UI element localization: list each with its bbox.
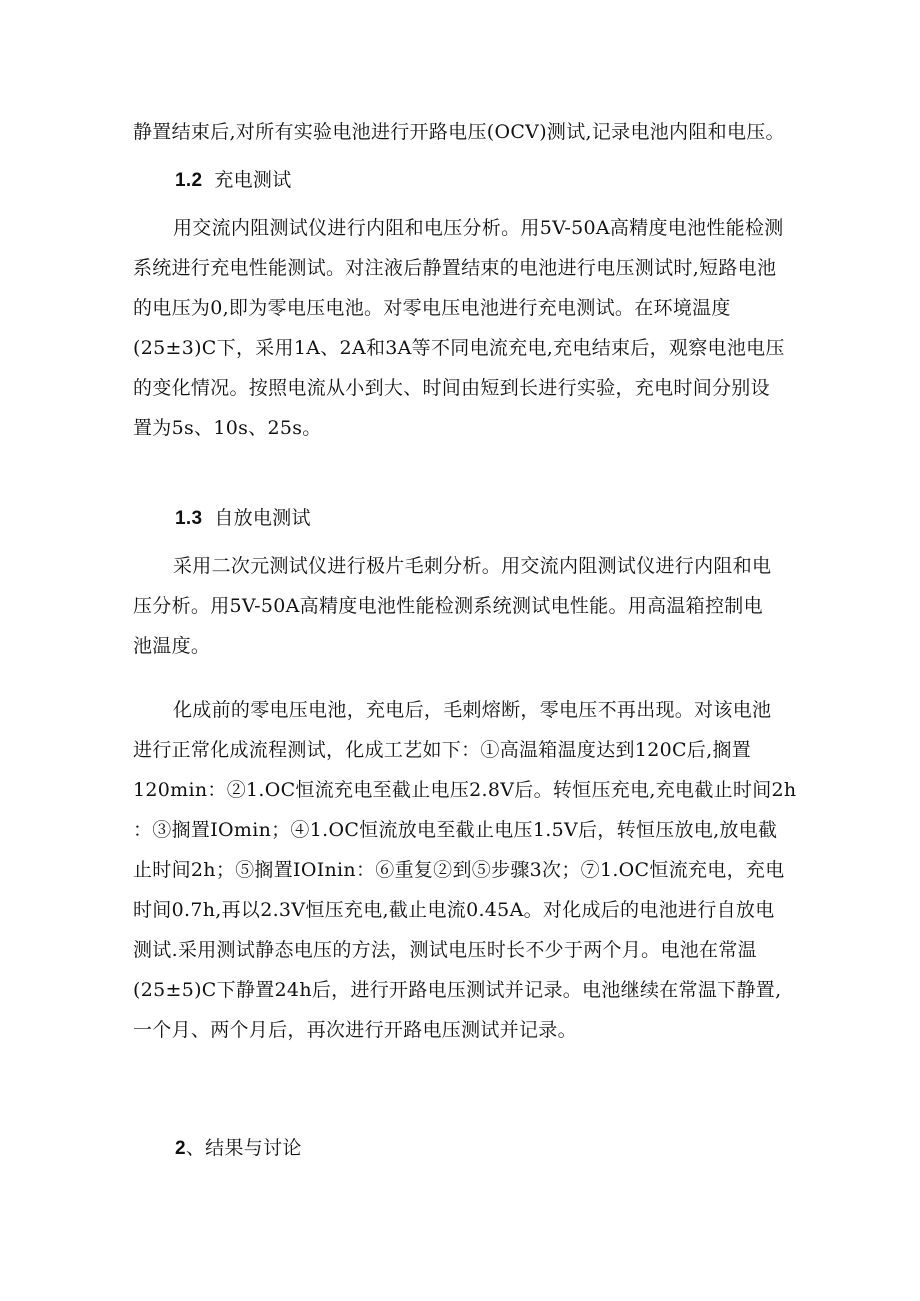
text-line: 化成前的零电压电池，充电后，毛刺熔断，零电压不再出现。对该电池 xyxy=(173,699,772,721)
text-line: 一个月、两个月后，再次进行开路电压测试并记录。 xyxy=(133,1019,577,1041)
section-heading-1-3 xyxy=(175,498,845,539)
text-line: 时间0.7h,再以2.3V恒压充电,截止电流0.45A。对化成后的电池进行自放电 xyxy=(133,899,775,921)
text-line: (25±3)C下，采用1A、2A和3A等不同电流充电,充电结束后，观察电池电压 xyxy=(133,337,785,359)
text-line: ：③搁置IOmin；④1.OC恒流放电至截止电压1.5V后，转恒压放电,放电截 xyxy=(133,819,778,841)
intro-paragraph xyxy=(133,112,803,152)
text-line: 系统进行充电性能测试。对注液后静置结束的电池进行电压测试时,短路电池 xyxy=(133,257,777,279)
text-line: 压分析。用5V-50Α高精度电池性能检测系统测试电性能。用高温箱控制电 xyxy=(133,595,763,617)
section-number: 2 xyxy=(175,1138,186,1159)
text-line: 的变化情况。按照电流从小到大、时间由短到长进行实验，充电时间分别设 xyxy=(133,377,770,399)
text-line: 池温度。 xyxy=(133,635,211,657)
text-line: 采用二次元测试仪进行极片毛刺分析。用交流内阻测试仪进行内阻和电 xyxy=(173,555,772,577)
section-title: 充电测试 xyxy=(214,169,292,191)
text-line: 置为5s、10s、25s。 xyxy=(133,417,322,439)
text-line: 120min：②1.OC恒流充电至截止电压2.8V后。转恒压充电,充电截止时间2h xyxy=(133,779,797,801)
charging-test-paragraph xyxy=(133,208,803,448)
self-discharge-paragraph-1 xyxy=(133,546,803,666)
self-discharge-paragraph-2 xyxy=(133,690,803,1050)
text-line: 的电压为0,即为零电压电池。对零电压电池进行充电测试。在环境温度 xyxy=(133,297,731,319)
text-line: 静置结束后,对所有实验电池进行开路电压(OCV)测试,记录电池内阻和电压。 xyxy=(133,121,785,143)
section-title: 自放电测试 xyxy=(214,507,311,529)
section-number: 1.2 xyxy=(175,170,203,191)
text-line: 测试.采用测试静态电压的方法，测试电压时长不少于两个月。电池在常温 xyxy=(133,939,757,961)
section-heading-1-2 xyxy=(175,160,845,201)
section-heading-2 xyxy=(175,1128,845,1169)
section-title: 、结果与讨论 xyxy=(185,1137,302,1159)
text-line: 止时间2h；⑤搁置IOInin：⑥重复②到⑤步骤3次；⑦1.OC恒流充电，充电 xyxy=(133,859,785,881)
text-line: 进行正常化成流程测试，化成工艺如下：①高温箱温度达到120C后,搁置 xyxy=(133,739,752,761)
section-number: 1.3 xyxy=(175,508,203,529)
text-line: 用交流内阻测试仪进行内阻和电压分析。用5V-50A高精度电池性能检测 xyxy=(173,217,784,239)
text-line: (25±5)C下静置24h后，进行开路电压测试并记录。电池继续在常温下静置, xyxy=(133,979,782,1001)
